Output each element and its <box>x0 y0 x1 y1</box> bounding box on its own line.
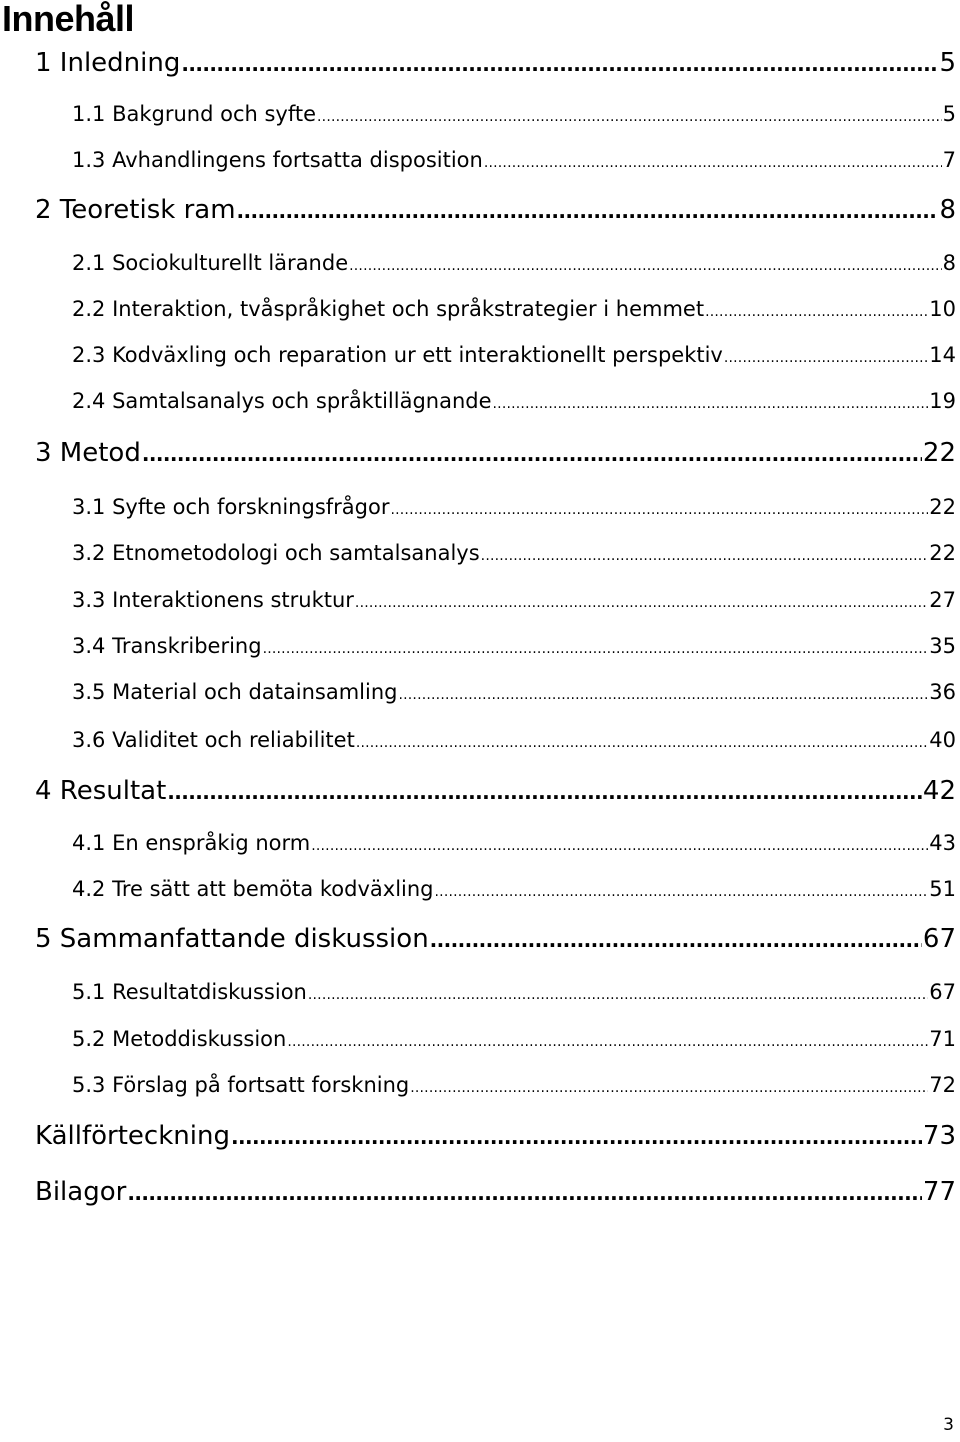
toc-entry-title: 4.2 Tre sätt att bemöta kodväxling <box>72 877 434 901</box>
toc-entry-4-1[interactable] <box>72 828 956 858</box>
toc-entry-page: 73 <box>922 1121 956 1151</box>
toc-entry-title: 3.5 Material och datainsamling <box>72 680 398 704</box>
toc-entry-title: 4.1 En enspråkig norm <box>72 831 311 855</box>
toc-entry-title: 3.6 Validitet och reliabilitet <box>72 728 355 752</box>
dot-leader <box>181 47 938 81</box>
toc-entry-title: 2 Teoretisk ram <box>35 195 236 225</box>
dot-leader <box>349 251 942 281</box>
toc-entry-page: 71 <box>929 1027 956 1051</box>
toc-entry-page: 51 <box>929 877 956 901</box>
toc-entry-3-2[interactable] <box>72 538 956 568</box>
toc-entry-title: Bilagor <box>35 1177 127 1207</box>
toc-entry-3-6[interactable] <box>72 725 956 755</box>
toc-entry-page: 22 <box>929 495 956 519</box>
toc-entry-1-inledning[interactable] <box>35 46 956 80</box>
toc-entry-3-4[interactable] <box>72 631 956 661</box>
toc-entry-page: 42 <box>922 776 956 806</box>
toc-entry-title: 4 Resultat <box>35 776 167 806</box>
toc-entry-2-1[interactable] <box>72 248 956 278</box>
toc-entry-title: 1 Inledning <box>35 48 181 78</box>
toc-entry-1-3[interactable] <box>72 145 956 175</box>
dot-leader <box>287 1027 928 1057</box>
dot-leader <box>167 775 922 809</box>
toc-entry-title: 2.1 Sociokulturellt lärande <box>72 251 349 275</box>
toc-entry-title: 5 Sammanfattande diskussion <box>35 924 429 954</box>
dot-leader <box>435 877 929 907</box>
toc-entry-page: 19 <box>929 389 956 413</box>
toc-entry-page: 43 <box>929 831 956 855</box>
dot-leader <box>142 437 922 471</box>
toc-entry-page: 36 <box>929 680 956 704</box>
toc-entry-page: 5 <box>942 102 956 126</box>
toc-heading: Innehåll <box>2 0 135 39</box>
toc-entry-3-metod[interactable] <box>35 436 956 470</box>
dot-leader <box>231 1120 922 1154</box>
toc-entry-page: 35 <box>929 634 956 658</box>
toc-entry-title: 3.4 Transkribering <box>72 634 262 658</box>
toc-entry-title: 3 Metod <box>35 438 141 468</box>
toc-entry-page: 40 <box>929 728 956 752</box>
toc-entry-title: 5.3 Förslag på fortsatt forskning <box>72 1073 410 1097</box>
dot-leader <box>484 148 942 178</box>
toc-entry-title: 3.2 Etnometodologi och samtalsanalys <box>72 541 480 565</box>
toc-entry-3-1[interactable] <box>72 492 956 522</box>
toc-entry-page: 14 <box>929 343 956 367</box>
toc-entry-5-2[interactable] <box>72 1024 956 1054</box>
toc-entry-page: 8 <box>942 251 956 275</box>
toc-entry-4-resultat[interactable] <box>35 774 956 808</box>
dot-leader <box>308 980 928 1010</box>
toc-entry-page: 7 <box>942 148 956 172</box>
dot-leader <box>705 297 928 327</box>
toc-entry-page: 8 <box>939 195 956 225</box>
dot-leader <box>481 541 929 571</box>
toc-entry-page: 27 <box>929 588 956 612</box>
dot-leader <box>430 923 922 957</box>
toc-entry-title: Källförteckning <box>35 1121 230 1151</box>
dot-leader <box>410 1073 928 1103</box>
dot-leader <box>356 728 928 758</box>
toc-entry-page: 77 <box>922 1177 956 1207</box>
toc-entry-page: 22 <box>929 541 956 565</box>
toc-entry-4-2[interactable] <box>72 874 956 904</box>
toc-entry-2-teoretisk-ram[interactable] <box>35 193 956 227</box>
toc-entry-2-2[interactable] <box>72 294 956 324</box>
toc-entry-1-1[interactable] <box>72 99 956 129</box>
toc-entry-title: 3.3 Interaktionens struktur <box>72 588 354 612</box>
toc-entry-3-5[interactable] <box>72 677 956 707</box>
toc-entry-title: 5.2 Metoddiskussion <box>72 1027 287 1051</box>
dot-leader <box>317 102 942 132</box>
toc-entry-title: 5.1 Resultatdiskussion <box>72 980 307 1004</box>
toc-entry-2-3[interactable] <box>72 340 956 370</box>
toc-entry-page: 5 <box>939 48 956 78</box>
toc-entry-title: 3.1 Syfte och forskningsfrågor <box>72 495 390 519</box>
toc-entry-title: 2.3 Kodväxling och reparation ur ett interaktionellt perspektiv <box>72 343 723 367</box>
toc-entry-3-3[interactable] <box>72 585 956 615</box>
toc-entry-bilagor[interactable] <box>35 1175 956 1209</box>
dot-leader <box>390 495 928 525</box>
dot-leader <box>493 389 929 419</box>
dot-leader <box>398 680 928 710</box>
toc-entry-title: 1.3 Avhandlingens fortsatta disposition <box>72 148 483 172</box>
page-number: 3 <box>943 1415 954 1435</box>
dot-leader <box>237 194 939 228</box>
toc-entry-page: 67 <box>922 924 956 954</box>
toc-entry-2-4[interactable] <box>72 386 956 416</box>
dot-leader <box>127 1176 922 1210</box>
dot-leader <box>263 634 929 664</box>
toc-entry-page: 22 <box>922 438 956 468</box>
dot-leader <box>311 831 928 861</box>
toc-entry-page: 10 <box>929 297 956 321</box>
toc-entry-5-1[interactable] <box>72 977 956 1007</box>
toc-entry-page: 72 <box>929 1073 956 1097</box>
toc-entry-title: 2.2 Interaktion, tvåspråkighet och språkstrategier i hemmet <box>72 297 705 321</box>
dot-leader <box>724 343 928 373</box>
toc-entry-5-sammanfattande-diskussion[interactable] <box>35 922 956 956</box>
toc-entry-title: 2.4 Samtalsanalys och språktillägnande <box>72 389 492 413</box>
dot-leader <box>355 588 928 618</box>
toc-entry-5-3[interactable] <box>72 1070 956 1100</box>
toc-entry-title: 1.1 Bakgrund och syfte <box>72 102 317 126</box>
toc-entry-page: 67 <box>929 980 956 1004</box>
toc-entry-kallforteckning[interactable] <box>35 1119 956 1153</box>
